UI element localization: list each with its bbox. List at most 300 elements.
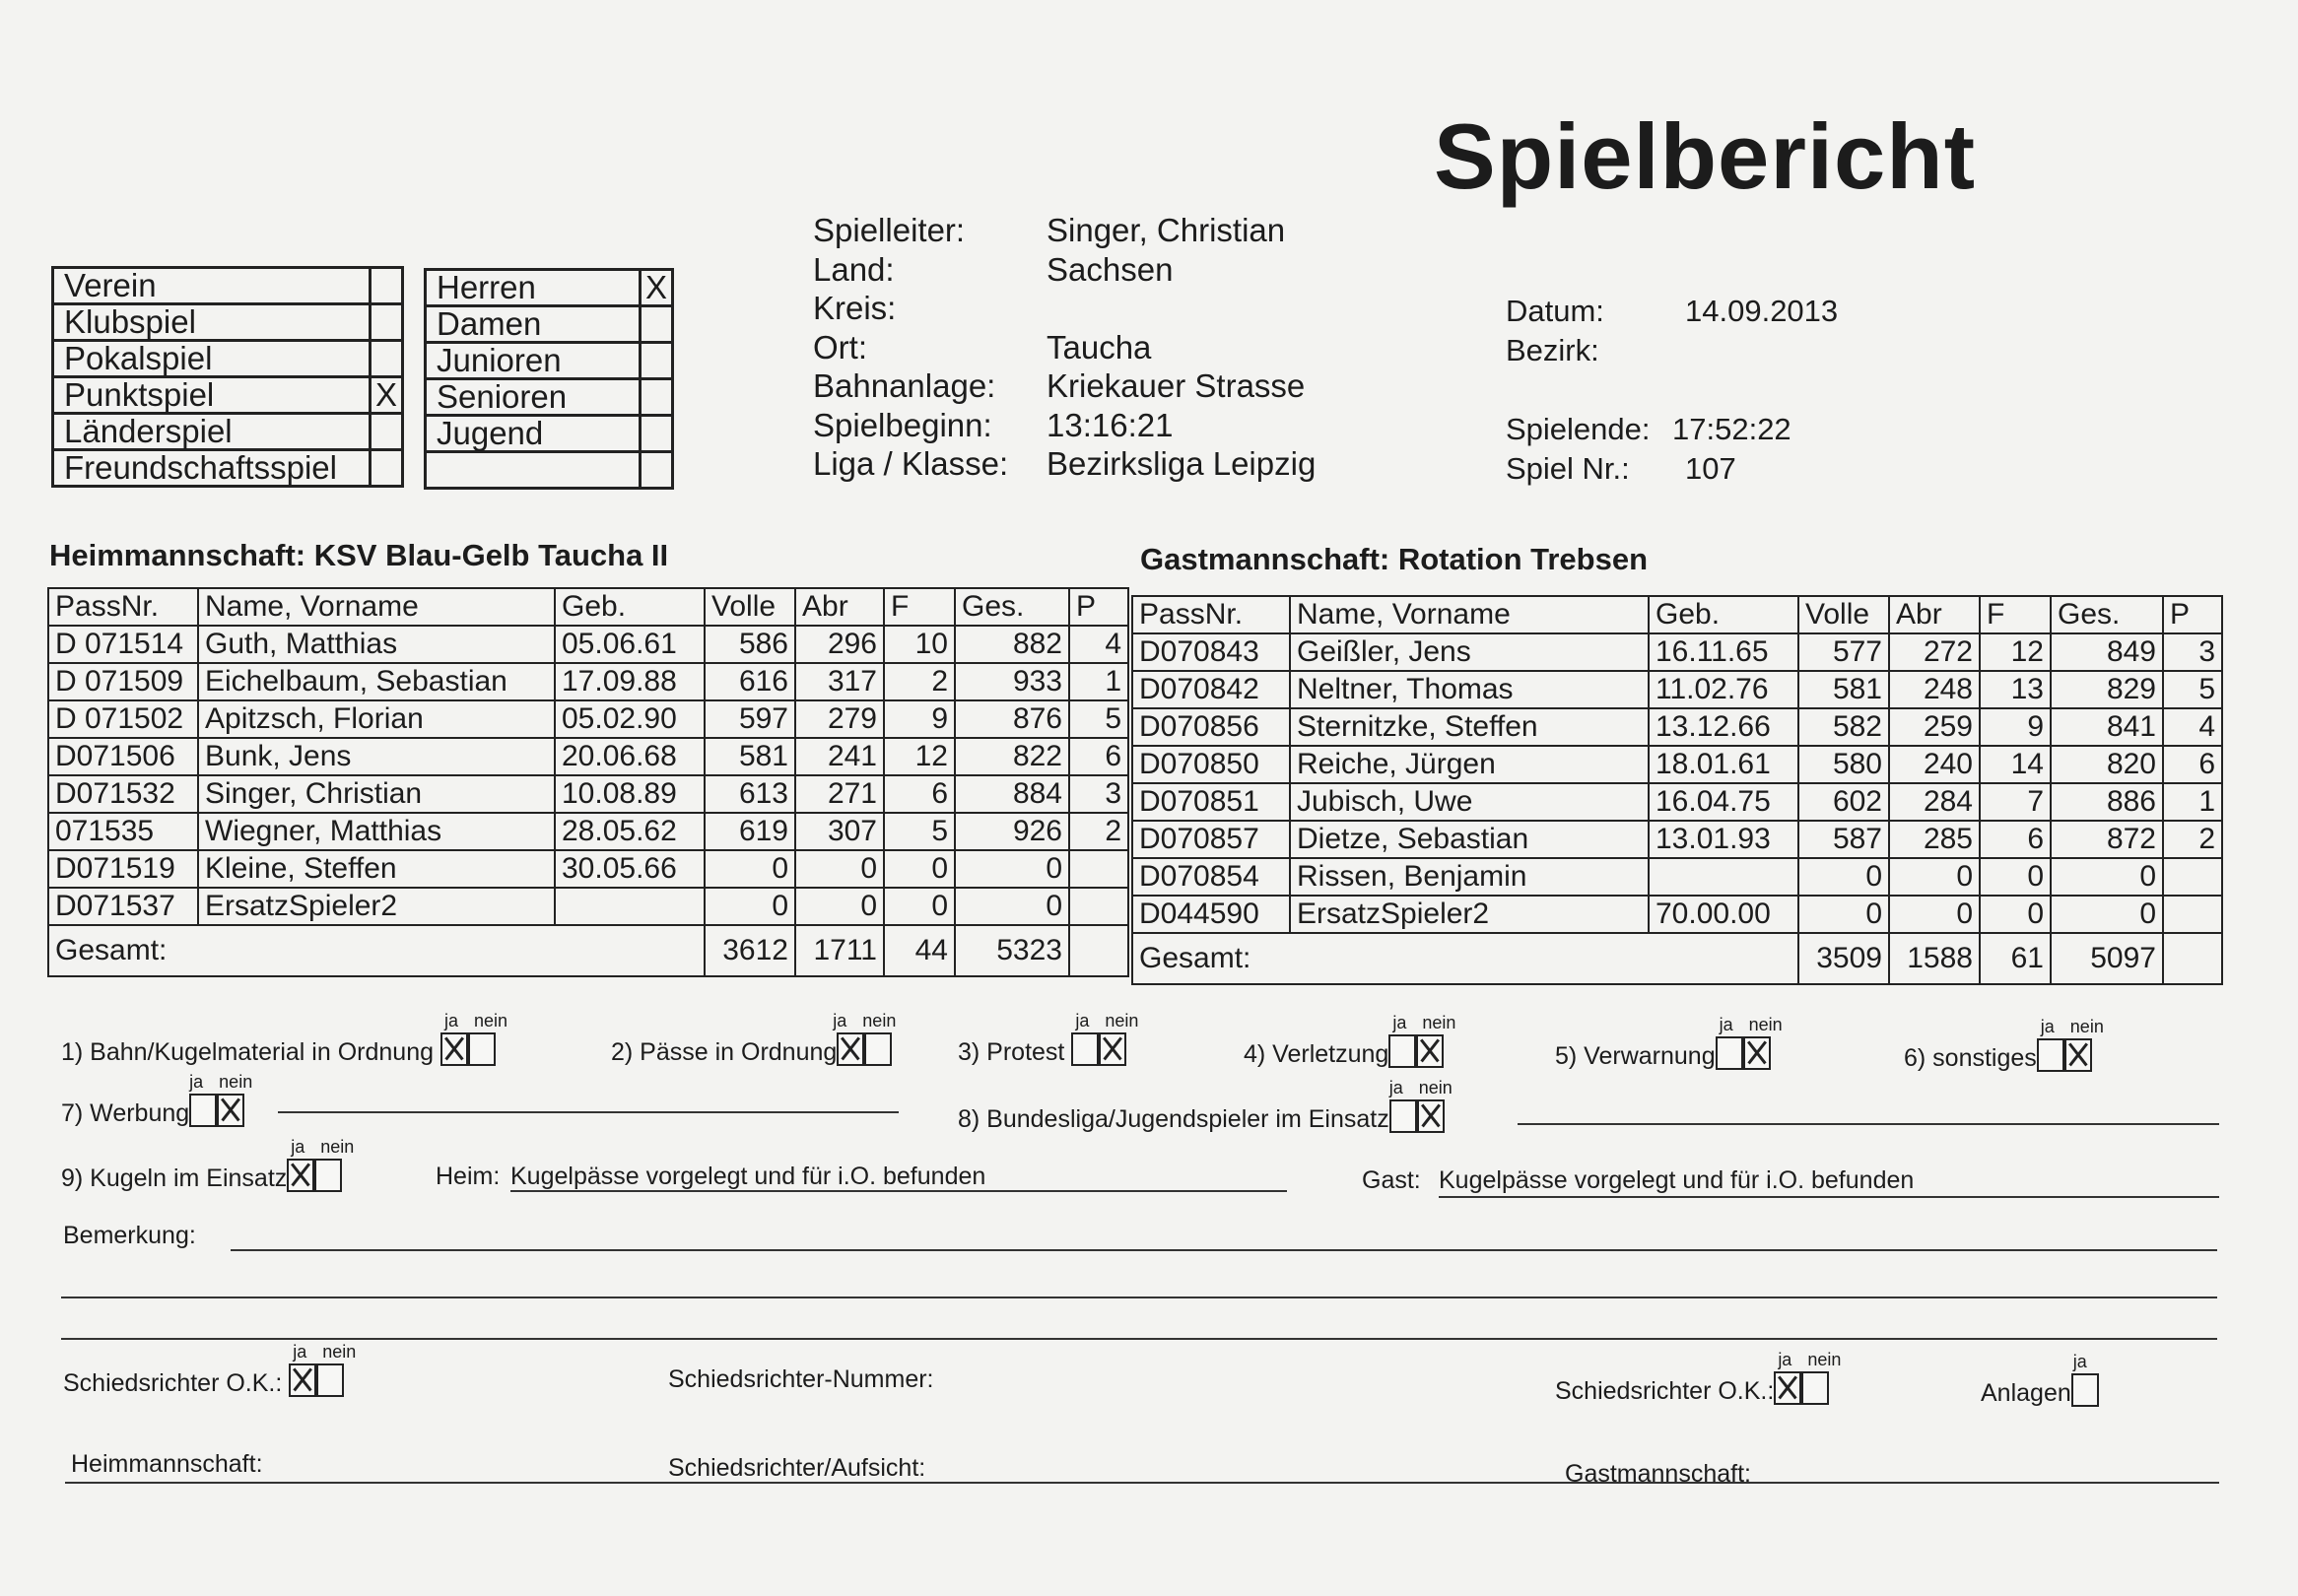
table-cell: D070842	[1132, 671, 1290, 708]
q6-ja-checkbox[interactable]	[2037, 1038, 2064, 1072]
table-cell: 849	[2051, 633, 2163, 671]
table-cell: 279	[795, 700, 884, 738]
table-cell: 5	[2163, 671, 2222, 708]
meta-label: Spielbeginn:	[813, 406, 992, 443]
kategorie-label: Senioren	[426, 379, 641, 416]
table-cell: Dietze, Sebastian	[1290, 821, 1649, 858]
bezirk-label: Bezirk:	[1506, 333, 1599, 367]
table-row	[48, 813, 1128, 850]
nein-label: nein	[1422, 1013, 1456, 1032]
table-cell: 822	[955, 738, 1069, 775]
total-cell	[2163, 933, 2222, 984]
table-cell: 11.02.76	[1649, 671, 1798, 708]
spielnr-label: Spiel Nr.:	[1506, 451, 1630, 486]
total-cell: 5323	[955, 925, 1069, 976]
bemerkung-line-2[interactable]	[61, 1297, 2217, 1298]
ja-label: ja	[291, 1137, 305, 1157]
column-header: Volle	[1798, 596, 1889, 633]
table-cell: 13	[1980, 671, 2051, 708]
table-cell: D070843	[1132, 633, 1290, 671]
table-cell: 285	[1889, 821, 1980, 858]
table-cell: 586	[705, 626, 795, 663]
table-row	[1132, 783, 2222, 821]
q8-ja-checkbox[interactable]	[1389, 1099, 1417, 1133]
table-cell: 2	[884, 663, 955, 700]
nein-label: nein	[219, 1072, 253, 1092]
meta-value: Bezirksliga Leipzig	[1047, 445, 1317, 482]
table-cell: 5	[1069, 700, 1128, 738]
total-cell: 1711	[795, 925, 884, 976]
table-cell: 0	[884, 888, 955, 925]
table-cell: 70.00.00	[1649, 896, 1798, 933]
sr-home-ja-checkbox[interactable]	[289, 1363, 316, 1397]
table-row	[1132, 821, 2222, 858]
table-cell: 841	[2051, 708, 2163, 746]
table-cell: Sternitzke, Steffen	[1290, 708, 1649, 746]
kategorie-label: Herren	[426, 270, 641, 306]
spielart-checkbox[interactable]	[371, 268, 403, 304]
total-label: Gesamt:	[1132, 933, 1798, 984]
table-cell: D071532	[48, 775, 198, 813]
nein-label: nein	[2069, 1017, 2104, 1036]
spielart-box	[51, 266, 404, 488]
table-cell: Singer, Christian	[198, 775, 555, 813]
table-cell: 071535	[48, 813, 198, 850]
spielart-checkbox[interactable]	[371, 304, 403, 341]
spielart-checkbox[interactable]: X	[371, 377, 403, 414]
table-cell: D070854	[1132, 858, 1290, 896]
spielart-label: Punktspiel	[53, 377, 371, 414]
table-cell: 4	[1069, 626, 1128, 663]
table-cell: 0	[1980, 896, 2051, 933]
table-cell	[1069, 888, 1128, 925]
table-cell: Eichelbaum, Sebastian	[198, 663, 555, 700]
spielart-row	[53, 341, 403, 377]
kategorie-label	[426, 452, 641, 489]
sig-sr-label: Schiedsrichter/Aufsicht:	[668, 1454, 926, 1482]
table-cell: Rissen, Benjamin	[1290, 858, 1649, 896]
column-header: P	[1069, 588, 1128, 626]
table-cell: 581	[705, 738, 795, 775]
page-title: Spielbericht	[1434, 104, 1977, 208]
table-cell: 307	[795, 813, 884, 850]
column-header: F	[1980, 596, 2051, 633]
table-cell: 0	[2051, 896, 2163, 933]
q2-ja-checkbox[interactable]	[837, 1032, 864, 1066]
table-cell: 0	[2051, 858, 2163, 896]
table-cell: Geißler, Jens	[1290, 633, 1649, 671]
table-cell: 248	[1889, 671, 1980, 708]
guest-results-table	[1131, 595, 2223, 985]
total-cell: 44	[884, 925, 955, 976]
total-label: Gesamt:	[48, 925, 705, 976]
ja-label: ja	[1778, 1350, 1792, 1369]
table-cell: 3	[2163, 633, 2222, 671]
kategorie-checkbox[interactable]	[641, 379, 673, 416]
meta-label: Liga / Klasse:	[813, 445, 1009, 482]
table-cell: ErsatzSpieler2	[1290, 896, 1649, 933]
q6-nein-checkbox[interactable]	[2064, 1038, 2092, 1072]
schiedsrichter-ok-guest: Schiedsrichter O.K.: ja nein	[1555, 1350, 1842, 1405]
column-header: Abr	[795, 588, 884, 626]
table-cell: 12	[1980, 633, 2051, 671]
table-cell: 6	[1069, 738, 1128, 775]
table-row	[48, 850, 1128, 888]
table-cell: 12	[884, 738, 955, 775]
table-cell: 577	[1798, 633, 1889, 671]
schiedsrichter-nummer-label: Schiedsrichter-Nummer:	[668, 1365, 934, 1393]
question-2: 2) Pässe in Ordnung ja nein	[611, 1011, 897, 1066]
gast-text[interactable]: Kugelpässe vorgelegt und für i.O. befunden	[1439, 1166, 1915, 1194]
total-cell: 5097	[2051, 933, 2163, 984]
table-cell: 7	[1980, 783, 2051, 821]
table-cell: 0	[705, 850, 795, 888]
heim-label: Heim:	[436, 1163, 501, 1190]
spielart-row	[53, 377, 403, 414]
table-cell: Wiegner, Matthias	[198, 813, 555, 850]
bemerkung-line-1[interactable]	[231, 1249, 2217, 1251]
kategorie-checkbox[interactable]	[641, 343, 673, 379]
table-cell: D 071509	[48, 663, 198, 700]
column-header: Name, Vorname	[198, 588, 555, 626]
table-cell	[2163, 858, 2222, 896]
table-cell: 6	[2163, 746, 2222, 783]
spielart-label: Verein	[53, 268, 371, 304]
datum-value: 14.09.2013	[1685, 294, 1839, 328]
ja-label: ja	[1075, 1011, 1090, 1031]
ja-label: ja	[1719, 1015, 1733, 1034]
kategorie-row	[426, 306, 673, 343]
table-cell: 0	[955, 850, 1069, 888]
table-cell: 619	[705, 813, 795, 850]
q9-nein-checkbox[interactable]	[314, 1159, 342, 1192]
table-cell: D071519	[48, 850, 198, 888]
table-cell: 0	[705, 888, 795, 925]
guest-team-header: Gastmannschaft: Rotation Trebsen	[1140, 542, 1649, 576]
table-cell: 241	[795, 738, 884, 775]
sig-gast-label: Gastmannschaft:	[1565, 1460, 1751, 1488]
q7-ja-checkbox[interactable]	[189, 1094, 217, 1127]
table-cell: D070857	[1132, 821, 1290, 858]
table-cell: 272	[1889, 633, 1980, 671]
nein-label: nein	[1418, 1078, 1453, 1097]
question-1: 1) Bahn/Kugelmaterial in Ordnung ja nein	[61, 1011, 507, 1066]
column-header: Volle	[705, 588, 795, 626]
home-team-header: Heimmannschaft: KSV Blau-Gelb Taucha II	[49, 538, 669, 572]
table-cell: Guth, Matthias	[198, 626, 555, 663]
meta-label: Spielleiter:	[813, 212, 966, 248]
table-cell: 926	[955, 813, 1069, 850]
spielart-checkbox[interactable]	[371, 341, 403, 377]
spielart-checkbox[interactable]	[371, 450, 403, 487]
question-7: 7) Werbung ja nein	[61, 1072, 253, 1127]
table-cell: D070851	[1132, 783, 1290, 821]
table-cell: 17.09.88	[555, 663, 705, 700]
table-row	[48, 888, 1128, 925]
table-cell: 580	[1798, 746, 1889, 783]
table-cell: 0	[795, 850, 884, 888]
table-header-row	[1132, 596, 2222, 633]
kategorie-box	[424, 268, 674, 490]
nein-label: nein	[1748, 1015, 1783, 1034]
total-cell	[1069, 925, 1128, 976]
sr-guest-ja-checkbox[interactable]	[1774, 1371, 1801, 1405]
table-cell: D044590	[1132, 896, 1290, 933]
table-cell: 872	[2051, 821, 2163, 858]
kategorie-row	[426, 379, 673, 416]
kategorie-label: Junioren	[426, 343, 641, 379]
table-cell: 2	[1069, 813, 1128, 850]
column-header: Ges.	[955, 588, 1069, 626]
gast-line	[1439, 1196, 2219, 1198]
q9-ja-checkbox[interactable]	[287, 1159, 314, 1192]
table-row	[1132, 671, 2222, 708]
gast-label: Gast:	[1362, 1166, 1421, 1194]
table-cell: 0	[1798, 896, 1889, 933]
kategorie-row	[426, 416, 673, 452]
table-row	[1132, 746, 2222, 783]
table-cell: 16.04.75	[1649, 783, 1798, 821]
table-cell: 9	[1980, 708, 2051, 746]
table-cell: 05.02.90	[555, 700, 705, 738]
table-cell: 10.08.89	[555, 775, 705, 813]
q3-ja-checkbox[interactable]	[1071, 1032, 1099, 1066]
nein-label: nein	[1105, 1011, 1139, 1031]
column-header: Ges.	[2051, 596, 2163, 633]
q4-ja-checkbox[interactable]	[1388, 1034, 1416, 1068]
werbung-line	[278, 1111, 899, 1113]
question-4: 4) Verletzung ja nein	[1244, 1013, 1456, 1068]
ja-label: ja	[1392, 1013, 1407, 1032]
table-cell: 18.01.61	[1649, 746, 1798, 783]
table-cell: 4	[2163, 708, 2222, 746]
q2-nein-checkbox[interactable]	[864, 1032, 892, 1066]
table-cell	[1069, 850, 1128, 888]
q7-nein-checkbox[interactable]	[217, 1094, 244, 1127]
column-header: P	[2163, 596, 2222, 633]
table-cell	[1649, 858, 1798, 896]
table-cell: 0	[1889, 858, 1980, 896]
q4-nein-checkbox[interactable]	[1416, 1034, 1444, 1068]
meta-value: Sachsen	[1047, 250, 1174, 288]
column-header: PassNr.	[48, 588, 198, 626]
table-row	[1132, 858, 2222, 896]
q1-ja-checkbox[interactable]	[440, 1032, 468, 1066]
table-cell: 271	[795, 775, 884, 813]
table-cell: 1	[2163, 783, 2222, 821]
table-cell: 581	[1798, 671, 1889, 708]
table-cell: 829	[2051, 671, 2163, 708]
meta-label: Bahnanlage:	[813, 367, 996, 404]
table-cell: 6	[884, 775, 955, 813]
q8-nein-checkbox[interactable]	[1417, 1099, 1445, 1133]
table-cell: 296	[795, 626, 884, 663]
table-cell: 0	[1798, 858, 1889, 896]
spielart-label: Freundschaftsspiel	[53, 450, 371, 487]
spielart-row	[53, 268, 403, 304]
kategorie-label: Jugend	[426, 416, 641, 452]
meta-label: Kreis:	[813, 290, 897, 326]
meta-value: 13:16:21	[1047, 406, 1174, 443]
spielnr-value: 107	[1685, 451, 1736, 486]
kategorie-checkbox[interactable]: X	[641, 270, 673, 306]
column-header: Abr	[1889, 596, 1980, 633]
kategorie-checkbox[interactable]	[641, 306, 673, 343]
q5-ja-checkbox[interactable]	[1716, 1036, 1743, 1070]
table-cell: 587	[1798, 821, 1889, 858]
nein-label: nein	[322, 1342, 357, 1362]
spielart-checkbox[interactable]	[371, 414, 403, 450]
table-cell: 16.11.65	[1649, 633, 1798, 671]
spielende-value: 17:52:22	[1672, 412, 1791, 446]
column-header: Geb.	[1649, 596, 1798, 633]
table-cell: 0	[955, 888, 1069, 925]
table-cell: D071506	[48, 738, 198, 775]
table-cell: 882	[955, 626, 1069, 663]
kategorie-checkbox[interactable]	[641, 416, 673, 452]
table-header-row	[48, 588, 1128, 626]
total-cell: 1588	[1889, 933, 1980, 984]
table-cell: 05.06.61	[555, 626, 705, 663]
kategorie-row	[426, 270, 673, 306]
table-cell: 820	[2051, 746, 2163, 783]
table-row	[48, 700, 1128, 738]
signature-line[interactable]	[65, 1482, 2219, 1484]
column-header: F	[884, 588, 955, 626]
table-cell: 2	[2163, 821, 2222, 858]
nein-label: nein	[473, 1011, 507, 1031]
spielart-row	[53, 450, 403, 487]
sr-home-nein-checkbox[interactable]	[316, 1363, 344, 1397]
table-cell: 884	[955, 775, 1069, 813]
table-cell: 3	[1069, 775, 1128, 813]
table-cell: Reiche, Jürgen	[1290, 746, 1649, 783]
table-cell: D070856	[1132, 708, 1290, 746]
table-row	[48, 775, 1128, 813]
meta-value: Singer, Christian	[1047, 212, 1286, 248]
table-cell: Kleine, Steffen	[198, 850, 555, 888]
table-row	[48, 663, 1128, 700]
meta-label: Land:	[813, 250, 895, 288]
table-cell: 6	[1980, 821, 2051, 858]
table-cell: D070850	[1132, 746, 1290, 783]
table-cell: Bunk, Jens	[198, 738, 555, 775]
table-cell: 602	[1798, 783, 1889, 821]
table-cell: 597	[705, 700, 795, 738]
total-cell: 61	[1980, 933, 2051, 984]
q3-nein-checkbox[interactable]	[1099, 1032, 1126, 1066]
table-cell: 0	[884, 850, 955, 888]
table-cell: Neltner, Thomas	[1290, 671, 1649, 708]
schiedsrichter-ok-home: Schiedsrichter O.K.: ja nein	[63, 1342, 357, 1397]
table-cell	[555, 888, 705, 925]
ja-label: ja	[2040, 1017, 2055, 1036]
anlagen-ja-checkbox[interactable]	[2071, 1373, 2099, 1407]
question-5: 5) Verwarnung ja nein	[1555, 1015, 1783, 1070]
q5-nein-checkbox[interactable]	[1743, 1036, 1771, 1070]
table-cell: 582	[1798, 708, 1889, 746]
column-header: Geb.	[555, 588, 705, 626]
column-header: Name, Vorname	[1290, 596, 1649, 633]
spielende-label: Spielende:	[1506, 412, 1651, 446]
table-cell: 886	[2051, 783, 2163, 821]
table-cell	[2163, 896, 2222, 933]
nein-label: nein	[320, 1137, 355, 1157]
question-3: 3) Protest ja nein	[958, 1011, 1139, 1066]
column-header: PassNr.	[1132, 596, 1290, 633]
spielart-row	[53, 414, 403, 450]
spielart-label: Länderspiel	[53, 414, 371, 450]
table-cell: Jubisch, Uwe	[1290, 783, 1649, 821]
table-cell: D 071502	[48, 700, 198, 738]
ja-label: ja	[2072, 1352, 2087, 1371]
spielart-label: Pokalspiel	[53, 341, 371, 377]
total-row	[1132, 933, 2222, 984]
meta-value: Taucha	[1047, 328, 1152, 366]
table-cell: 30.05.66	[555, 850, 705, 888]
table-row	[1132, 708, 2222, 746]
bemerkung-line-3[interactable]	[61, 1338, 2217, 1340]
kategorie-row	[426, 343, 673, 379]
total-cell: 3612	[705, 925, 795, 976]
table-cell: 14	[1980, 746, 2051, 783]
table-cell: 13.12.66	[1649, 708, 1798, 746]
kategorie-label: Damen	[426, 306, 641, 343]
table-row	[1132, 633, 2222, 671]
table-cell: 613	[705, 775, 795, 813]
heim-text[interactable]: Kugelpässe vorgelegt und für i.O. befunden	[510, 1163, 986, 1190]
question-6: 6) sonstiges ja nein	[1904, 1017, 2104, 1072]
table-cell: 28.05.62	[555, 813, 705, 850]
datum-label: Datum:	[1506, 294, 1604, 328]
table-cell: 5	[884, 813, 955, 850]
q1-nein-checkbox[interactable]	[468, 1032, 496, 1066]
table-cell: 240	[1889, 746, 1980, 783]
table-cell: 933	[955, 663, 1069, 700]
table-cell: ErsatzSpieler2	[198, 888, 555, 925]
spielart-label: Klubspiel	[53, 304, 371, 341]
kategorie-row	[426, 452, 673, 489]
meta-label: Ort:	[813, 328, 867, 366]
table-cell: Apitzsch, Florian	[198, 700, 555, 738]
anlagen: Anlagen ja	[1981, 1373, 2099, 1408]
table-cell: 259	[1889, 708, 1980, 746]
meta-value: Kriekauer Strasse	[1047, 367, 1306, 404]
ja-label: ja	[443, 1011, 458, 1031]
table-row	[1132, 896, 2222, 933]
table-cell: 20.06.68	[555, 738, 705, 775]
sig-heim-label: Heimmannschaft:	[71, 1450, 263, 1478]
table-cell: 0	[1889, 896, 1980, 933]
table-cell: D 071514	[48, 626, 198, 663]
home-results-table	[47, 587, 1129, 977]
table-cell: 9	[884, 700, 955, 738]
sr-guest-nein-checkbox[interactable]	[1801, 1371, 1829, 1405]
table-row	[48, 738, 1128, 775]
table-cell: 10	[884, 626, 955, 663]
spielart-row	[53, 304, 403, 341]
heim-line	[510, 1190, 1287, 1192]
table-cell: 0	[795, 888, 884, 925]
kategorie-checkbox[interactable]	[641, 452, 673, 489]
ja-label: ja	[1388, 1078, 1403, 1097]
total-row	[48, 925, 1128, 976]
table-cell: 616	[705, 663, 795, 700]
table-cell: 284	[1889, 783, 1980, 821]
total-cell: 3509	[1798, 933, 1889, 984]
ja-label: ja	[293, 1342, 307, 1362]
table-cell: 317	[795, 663, 884, 700]
